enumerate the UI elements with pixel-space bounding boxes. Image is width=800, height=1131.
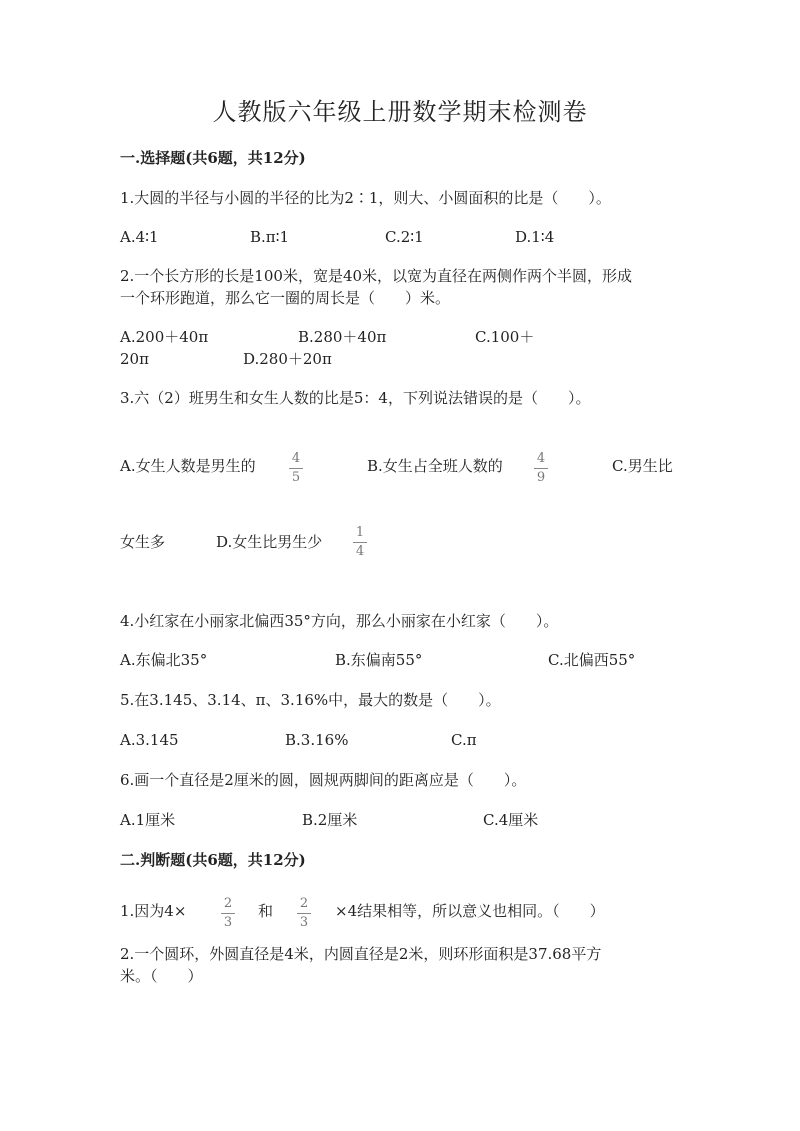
question-1-text: 1.大圆的半径与小圆的半径的比为2∶1，则大、小圆面积的比是（ ）。 <box>120 189 611 207</box>
judgement-1-part2: 和 <box>258 902 274 920</box>
fraction-bar <box>353 542 367 543</box>
judgement-1-part3: ×4结果相等，所以意义也相同。（ ） <box>335 902 605 920</box>
fraction-4-9 <box>534 452 548 485</box>
question-4-text: 4.小红家在小丽家北偏西35°方向，那么小丽家在小红家（ ）。 <box>120 612 559 630</box>
question-5-option-b: B.3.16% <box>285 731 349 749</box>
fraction-numerator: 4 <box>536 451 546 466</box>
fraction-denominator: 4 <box>355 544 365 559</box>
judgement-2-line2: 米。（ ） <box>120 967 203 985</box>
fraction-denominator: 9 <box>536 470 546 485</box>
question-3-text: 3.六（2）班男生和女生人数的比是5：4，下列说法错误的是（ ）。 <box>120 389 591 407</box>
fraction-bar <box>221 913 235 914</box>
question-6-option-b: B.2厘米 <box>302 811 358 829</box>
question-4-option-b: B.东偏南55° <box>335 651 423 669</box>
question-2-option-c: C.100＋ <box>475 328 535 346</box>
fraction-denominator: 3 <box>223 915 233 930</box>
fraction-4-5 <box>289 452 303 485</box>
fraction-numerator: 1 <box>355 525 365 540</box>
judgement-1-part1: 1.因为4× <box>120 902 187 920</box>
question-4-option-c: C.北偏西55° <box>548 651 636 669</box>
question-3-option-c: C.男生比 <box>612 457 673 475</box>
question-2-text-line1: 2.一个长方形的长是100米，宽是40米，以宽为直径在两侧作两个半圆，形成 <box>120 267 633 285</box>
question-2-option-b: B.280＋40π <box>298 328 387 346</box>
fraction-1-4 <box>353 526 367 559</box>
question-3-option-b: B.女生占全班人数的 <box>367 457 503 475</box>
section-heading-judgement: 二.判断题(共6题，共12分) <box>120 851 306 869</box>
question-3-option-a: A.女生人数是男生的 <box>120 457 256 475</box>
question-4-option-a: A.东偏北35° <box>120 651 208 669</box>
question-6-text: 6.画一个直径是2厘米的圆，圆规两脚间的距离应是（ ）。 <box>120 771 527 789</box>
judgement-2-line1: 2.一个圆环，外圆直径是4米，内圆直径是2米，则环形面积是37.68平方 <box>120 945 602 963</box>
question-2-option-a: A.200＋40π <box>120 328 209 346</box>
question-5-option-c: C.π <box>451 731 477 749</box>
question-2-option-c-cont: 20π <box>120 350 149 368</box>
fraction-numerator: 2 <box>299 896 309 911</box>
question-2-text-line2: 一个环形跑道，那么它一圈的周长是（ ）米。 <box>120 289 451 307</box>
question-2-option-d: D.280＋20π <box>243 350 332 368</box>
question-1-option-c: C.2∶1 <box>385 228 424 246</box>
fraction-denominator: 3 <box>299 915 309 930</box>
question-3-option-d: D.女生比男生少 <box>216 533 323 551</box>
question-1-option-d: D.1∶4 <box>515 228 555 246</box>
question-5-option-a: A.3.145 <box>120 731 179 749</box>
question-1-option-b: B.π∶1 <box>250 228 290 246</box>
question-6-option-c: C.4厘米 <box>483 811 539 829</box>
fraction-bar <box>289 468 303 469</box>
page-title: 人教版六年级上册数学期末检测卷 <box>212 98 588 126</box>
fraction-2-3 <box>221 897 235 930</box>
fraction-denominator: 5 <box>291 470 301 485</box>
section-heading-choice: 一.选择题(共6题，共12分) <box>120 149 306 167</box>
question-5-text: 5.在3.145、3.14、π、3.16%中，最大的数是（ ）。 <box>120 691 501 709</box>
question-3-option-c-cont: 女生多 <box>120 533 166 551</box>
fraction-2-3 <box>297 897 311 930</box>
fraction-numerator: 2 <box>223 896 233 911</box>
fraction-numerator: 4 <box>291 451 301 466</box>
question-6-option-a: A.1厘米 <box>120 811 176 829</box>
fraction-bar <box>297 913 311 914</box>
question-1-option-a: A.4∶1 <box>120 228 159 246</box>
fraction-bar <box>534 468 548 469</box>
